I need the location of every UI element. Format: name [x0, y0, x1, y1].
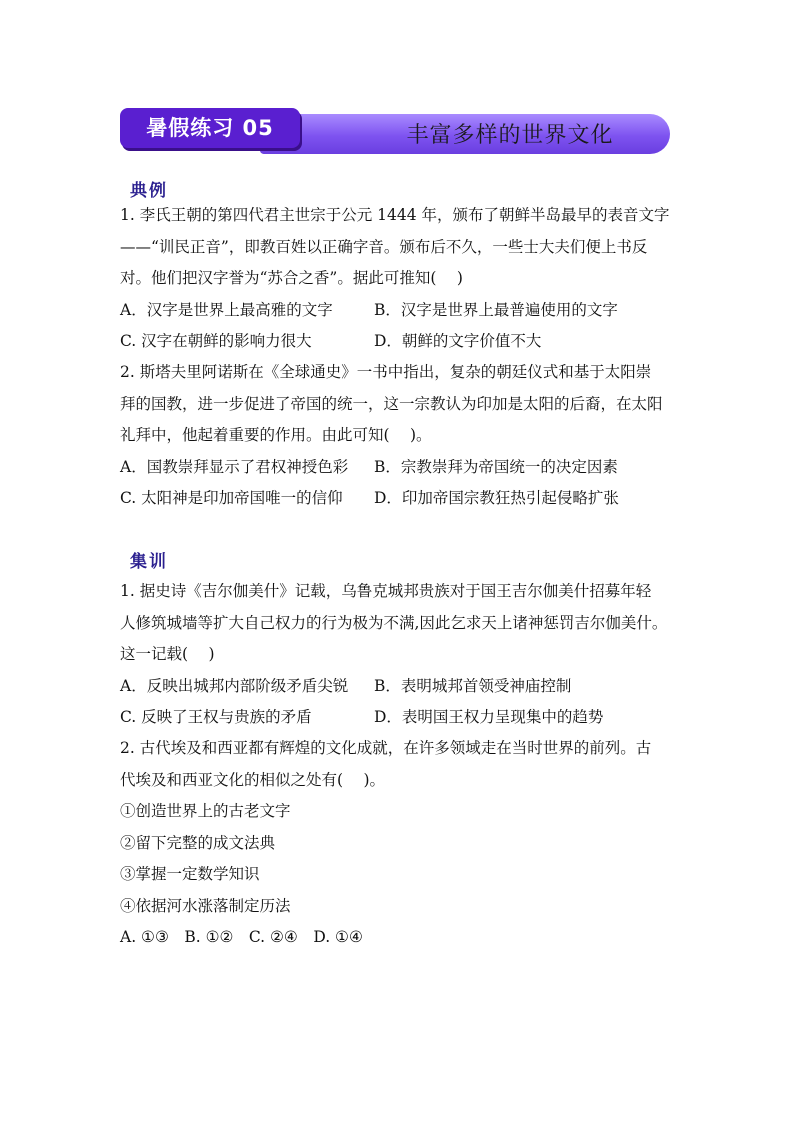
option-row — [120, 483, 685, 515]
statement-item: ③掌握一定数学知识 — [120, 865, 260, 883]
option-row — [120, 671, 685, 703]
question-line: 对。他们把汉字誉为“苏合之香”。据此可推知( ) — [120, 269, 463, 287]
lesson-badge: 暑假练习 05 — [120, 108, 300, 148]
question-line: ——“训民正音”，即教百姓以正确字音。颁布后不久，一些士大夫们便上书反 — [120, 237, 648, 256]
option-c: C. 太阳神是印加帝国唯一的信仰 — [120, 489, 343, 507]
option-d: D．印加帝国宗教狂热引起侵略扩张 — [374, 489, 619, 507]
lesson-title: 丰富多样的世界文化 — [406, 123, 614, 148]
option-a: A．汉字是世界上最高雅的文字 — [120, 300, 333, 319]
example-question-2 — [120, 357, 685, 515]
question-line: 1. 李氏王朝的第四代君主世宗于公元 1444 年，颁布了朝鲜半岛最早的表音文字 — [120, 206, 670, 224]
question-line: 2. 斯塔夫里阿诺斯在《全球通史》一书中指出，复杂的朝廷仪式和基于太阳崇 — [120, 363, 652, 381]
example-question-1 — [120, 200, 685, 358]
training-question-1 — [120, 576, 685, 734]
option-d: D．朝鲜的文字价值不大 — [374, 332, 542, 350]
statement-item: ①创造世界上的古老文字 — [120, 802, 291, 820]
option-a: A．反映出城邦内部阶级矛盾尖锐 — [120, 676, 349, 695]
question-line: 1. 据史诗《吉尔伽美什》记载，乌鲁克城邦贵族对于国王吉尔伽美什招募年轻 — [120, 582, 652, 600]
option-row — [120, 452, 685, 484]
question-line: 礼拜中，他起着重要的作用。由此可知( )。 — [120, 426, 432, 444]
option-c: C. 反映了王权与贵族的矛盾 — [120, 708, 312, 726]
answer-options: A. ①③ B. ①② C. ②④ D. ①④ — [120, 928, 363, 946]
option-c: C. 汉字在朝鲜的影响力很大 — [120, 332, 312, 350]
statement-item: ②留下完整的成文法典 — [120, 833, 276, 852]
section-heading-training: 集训 — [130, 552, 168, 572]
option-a: A．国教崇拜显示了君权神授色彩 — [120, 457, 349, 476]
option-b: B．汉字是世界上最普遍使用的文字 — [374, 300, 618, 319]
option-row — [120, 295, 685, 327]
section-heading-example: 典例 — [130, 181, 168, 201]
option-b: B．表明城邦首领受神庙控制 — [374, 676, 572, 695]
option-b: B．宗教崇拜为帝国统一的决定因素 — [374, 457, 618, 476]
option-row — [120, 326, 685, 358]
statement-item: ④依据河水涨落制定历法 — [120, 896, 291, 915]
question-line: 拜的国教，进一步促进了帝国的统一，这一宗教认为印加是太阳的后裔，在太阳 — [120, 394, 663, 413]
lesson-banner — [120, 108, 672, 156]
option-d: D．表明国王权力呈现集中的趋势 — [374, 708, 604, 726]
training-question-2 — [120, 733, 685, 954]
question-line: 这一记载( ) — [120, 645, 215, 663]
question-line: 代埃及和西亚文化的相似之处有( )。 — [120, 770, 386, 789]
option-row — [120, 702, 685, 734]
question-line: 2. 古代埃及和西亚都有辉煌的文化成就，在许多领域走在当时世界的前列。古 — [120, 739, 652, 757]
question-line: 人修筑城墙等扩大自己权力的行为极为不满,因此乞求天上诸神惩罚吉尔伽美什。 — [120, 613, 668, 632]
